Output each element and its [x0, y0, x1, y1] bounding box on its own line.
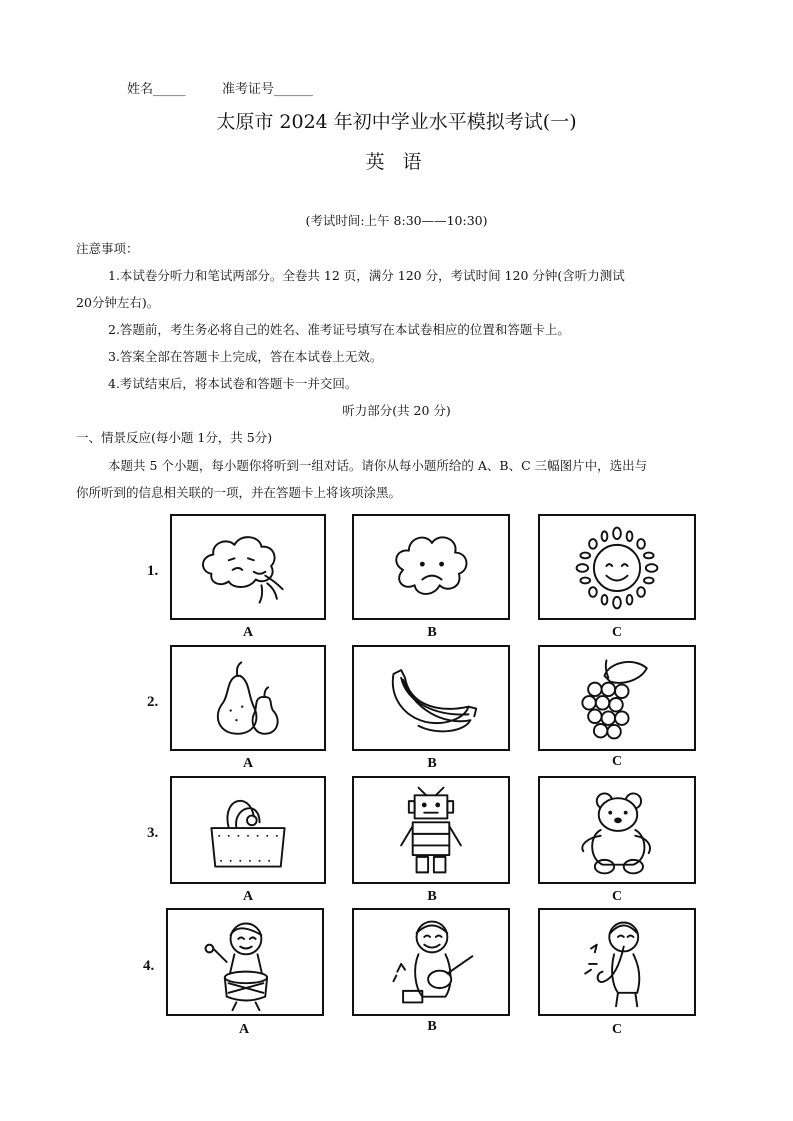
question-number: 1. [147, 563, 159, 579]
option-label: C [611, 625, 623, 640]
question-number: 2. [147, 694, 159, 710]
teddy-bear-icon [540, 778, 694, 882]
note-item-4: 4.考试结束后，将本试卷和答题卡一并交回。 [108, 376, 358, 391]
option-label: C [611, 1022, 623, 1037]
section1-instruction: 本题共 5 个小题，每小题你将听到一组对话。请你从每小题所给的 A、B、C 三幅图片中，选出与 [108, 458, 648, 473]
option-image-box [170, 645, 326, 751]
exam-subject: 英 语 [365, 151, 428, 173]
listening-heading: 听力部分(共 20 分) [342, 403, 451, 418]
windy-cloud-icon [172, 516, 324, 618]
option-image-box [538, 645, 696, 751]
note-item-3: 3.答案全部在答题卡上完成，答在本试卷上无效。 [108, 349, 383, 364]
pears-icon [172, 647, 324, 749]
section1-instruction-cont: 你所听到的信息相关联的一项，并在答题卡上将该项涂黑。 [76, 485, 402, 500]
option-label: A [238, 1022, 250, 1037]
option-image-box [170, 514, 326, 620]
exam-id-field-label: 准考证号______ [222, 82, 314, 97]
option-label: A [242, 756, 254, 771]
option-image-box [352, 514, 510, 620]
sad-cloud-icon [354, 516, 508, 618]
option-label: B [427, 889, 437, 904]
option-image-box [170, 776, 326, 884]
option-label: A [242, 625, 254, 640]
grapes-icon [540, 647, 694, 749]
child-saxophone-icon [540, 910, 694, 1014]
child-guitar-icon [354, 910, 508, 1014]
child-drum-icon [168, 910, 322, 1014]
option-label: C [611, 889, 623, 904]
question-number: 3. [147, 825, 159, 841]
option-image-box [538, 776, 696, 884]
exam-title: 太原市 2024 年初中学业水平模拟考试(一) [216, 111, 577, 133]
option-image-box [352, 776, 510, 884]
option-image-box [352, 645, 510, 751]
option-image-box [166, 908, 324, 1016]
option-label: B [427, 625, 437, 640]
option-label: B [427, 756, 437, 771]
section1-heading: 一、情景反应(每小题 1分，共 5分) [76, 430, 273, 445]
option-label: A [242, 889, 254, 904]
option-image-box [538, 514, 696, 620]
option-image-box [538, 908, 696, 1016]
smiling-sun-icon [540, 516, 694, 618]
note-item-1: 1.本试卷分听力和笔试两部分。全卷共 12 页，满分 120 分，考试时间 120 分钟(含听力测试 [108, 268, 625, 283]
note-item-1-cont: 20分钟左右)。 [76, 295, 160, 310]
name-field-label: 姓名_____ [127, 82, 186, 97]
option-label: B [427, 1019, 437, 1034]
handbag-icon [172, 778, 324, 882]
notes-heading: 注意事项： [76, 241, 139, 256]
exam-time: (考试时间:上午 8:30——10:30) [305, 213, 488, 228]
bananas-icon [354, 647, 508, 749]
note-item-2: 2.答题前，考生务必将自己的姓名、准考证号填写在本试卷相应的位置和答题卡上。 [108, 322, 570, 337]
option-label: C [611, 754, 623, 769]
robot-icon [354, 778, 508, 882]
question-number: 4. [143, 958, 155, 974]
option-image-box [352, 908, 510, 1016]
